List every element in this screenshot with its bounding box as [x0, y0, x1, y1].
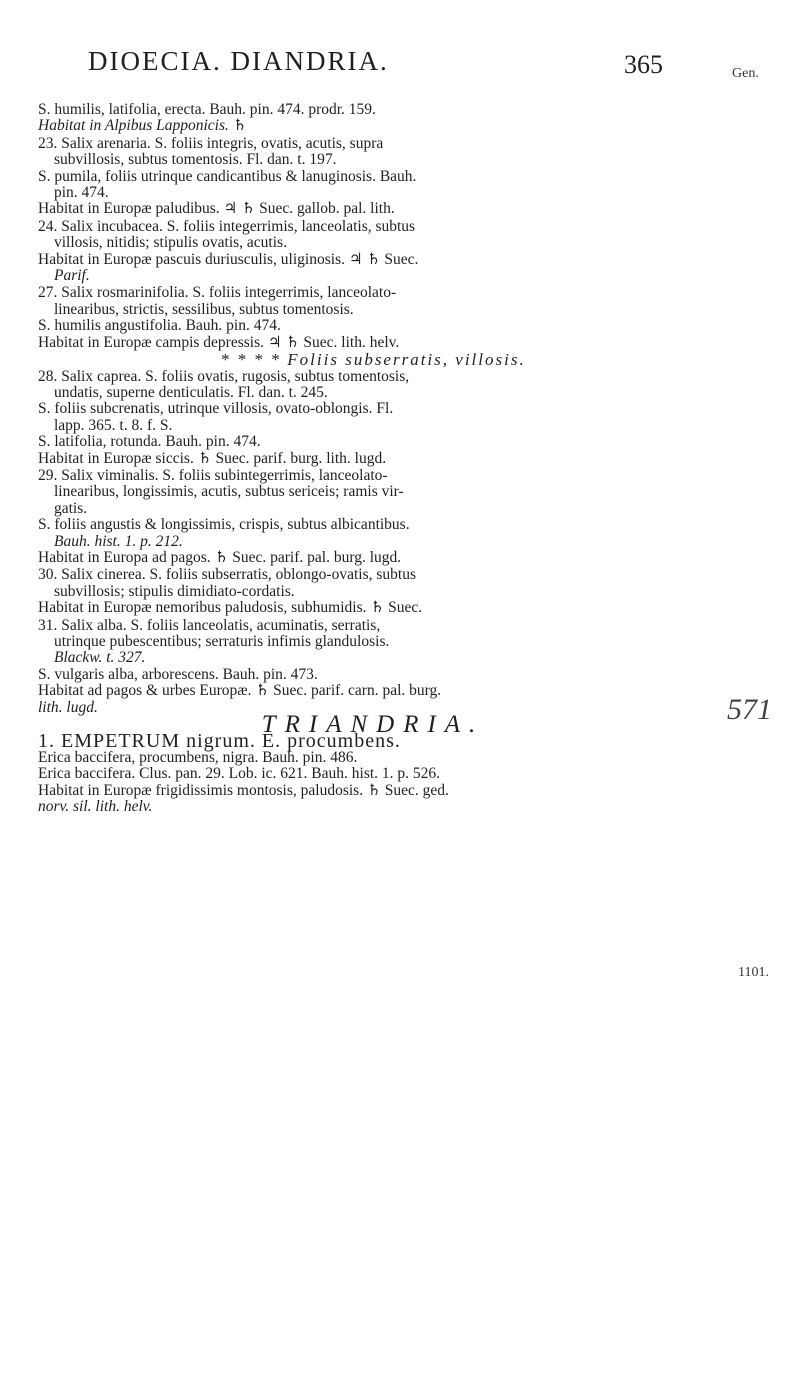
entry-line: Bauh. hist. 1. p. 212. — [54, 532, 183, 550]
class-heading: TRIANDRIA. — [261, 711, 485, 739]
entry-line: Blackw. t. 327. — [54, 649, 146, 667]
margin-note-number: 1101. — [738, 965, 769, 980]
species-entry-cinerea — [38, 567, 708, 616]
species-entry-arenaria — [38, 136, 708, 218]
section-heading: * * * * Foliis subserratis, villosis. — [220, 350, 526, 370]
entry-line: S. pumila, foliis utrinque candicantibus & lanuginosis. Bauh. — [38, 167, 417, 185]
entry-line: Habitat in Europæ paludibus. ♃ ♄ Suec. gallob. pal. lith. — [38, 200, 395, 218]
entry-line: norv. sil. lith. helv. — [38, 798, 153, 816]
entry-line: Habitat in Alpibus Lapponicis. ♄ — [38, 117, 247, 135]
entry-line: subvillosis, subtus tomentosis. Fl. dan. t. 197. — [54, 151, 337, 169]
entry-line: Habitat in Europæ pascuis duriusculis, uliginosis. ♃ ♄ Suec. — [38, 250, 419, 268]
page-number: 365 — [624, 50, 663, 79]
entry-line: Habitat in Europæ nemoribus paludosis, subhumidis. ♄ Suec. — [38, 599, 423, 617]
entry-line: linearibus, longissimis, acutis, subtus sericeis; ramis vir- — [54, 483, 404, 501]
entry-line: 27. Salix rosmarinifolia. S. foliis integerrimis, lanceolato- — [38, 284, 397, 302]
species-entry-humilis — [38, 102, 708, 135]
entry-line: 29. Salix viminalis. S. foliis subintegerrimis, lanceolato- — [38, 466, 388, 484]
entry-line: S. vulgaris alba, arborescens. Bauh. pin. 473. — [38, 665, 318, 683]
species-entry-caprea — [38, 369, 708, 467]
entry-line: Erica baccifera. Clus. pan. 29. Lob. ic. 621. Bauh. hist. 1. p. 526. — [38, 765, 441, 783]
species-entry-alba — [38, 618, 708, 716]
entry-line: S. humilis angustifolia. Bauh. pin. 474. — [38, 317, 281, 335]
entry-line: linearibus, strictis, sessilibus, subtus tomentosis. — [54, 300, 354, 318]
entry-line: Parif. — [54, 267, 90, 285]
entry-line: 23. Salix arenaria. S. foliis integris, ovatis, acutis, supra — [38, 134, 384, 152]
species-entry-rosmarinifolia — [38, 285, 708, 351]
entry-line: 31. Salix alba. S. foliis lanceolatis, acuminatis, serratis, — [38, 616, 381, 634]
entry-line: Erica baccifera, procumbens, nigra. Bauh. pin. 486. — [38, 748, 358, 766]
margin-note-handwritten: 571 — [727, 693, 772, 726]
entry-line: S. humilis, latifolia, erecta. Bauh. pin. 474. prodr. 159. — [38, 101, 376, 118]
entry-line: S. foliis subcrenatis, utrinque villosis, ovato-oblongis. Fl. — [38, 400, 394, 418]
entry-line: Habitat in Europæ frigidissimis montosis, paludosis. ♄ Suec. ged. — [38, 781, 449, 799]
entry-line: 24. Salix incubacea. S. foliis integerrimis, lanceolatis, subtus — [38, 217, 416, 235]
entry-line: gatis. — [54, 499, 88, 517]
entry-line: 30. Salix cinerea. S. foliis subserratis, oblongo-ovatis, subtus — [38, 566, 416, 584]
entry-line: undatis, superne denticulatis. Fl. dan. t. 245. — [54, 383, 328, 401]
entry-line: utrinque pubescentibus; serraturis infimis glandulosis. — [54, 633, 390, 650]
entry-line: S. latifolia, rotunda. Bauh. pin. 474. — [38, 433, 261, 451]
species-entry-empetrum — [38, 730, 708, 816]
entry-line: lapp. 365. t. 8. f. S. — [54, 416, 173, 434]
entry-line: villosis, nitidis; stipulis ovatis, acutis. — [54, 234, 287, 252]
entry-line: Habitat in Europæ siccis. ♄ Suec. parif. burg. lith. lugd. — [38, 449, 387, 467]
entry-line: lith. lugd. — [38, 698, 98, 716]
running-head: DIOECIA. DIANDRIA. — [88, 46, 389, 76]
margin-note-genus: Gen. — [732, 66, 759, 81]
page-header — [0, 46, 800, 96]
entry-line: Habitat ad pagos & urbes Europæ. ♄ Suec. parif. carn. pal. burg. — [38, 682, 442, 700]
entry-line: subvillosis; stipulis dimidiato-cordatis. — [54, 582, 295, 600]
entry-line: 1. EMPETRUM nigrum. E. procumbens. — [38, 730, 401, 753]
entry-line: Habitat in Europa ad pagos. ♄ Suec. parif. pal. burg. lugd. — [38, 548, 402, 566]
species-entry-incubacea — [38, 219, 708, 285]
entry-line: pin. 474. — [54, 184, 109, 202]
page-body — [38, 102, 708, 816]
entry-line: Habitat in Europæ campis depressis. ♃ ♄ Suec. lith. helv. — [38, 333, 400, 351]
entry-line: S. foliis angustis & longissimis, crispis, subtus albicantibus. — [38, 516, 410, 534]
entry-line: 28. Salix caprea. S. foliis ovatis, rugosis, subtus tomentosis, — [38, 367, 410, 385]
species-entry-viminalis — [38, 468, 708, 566]
